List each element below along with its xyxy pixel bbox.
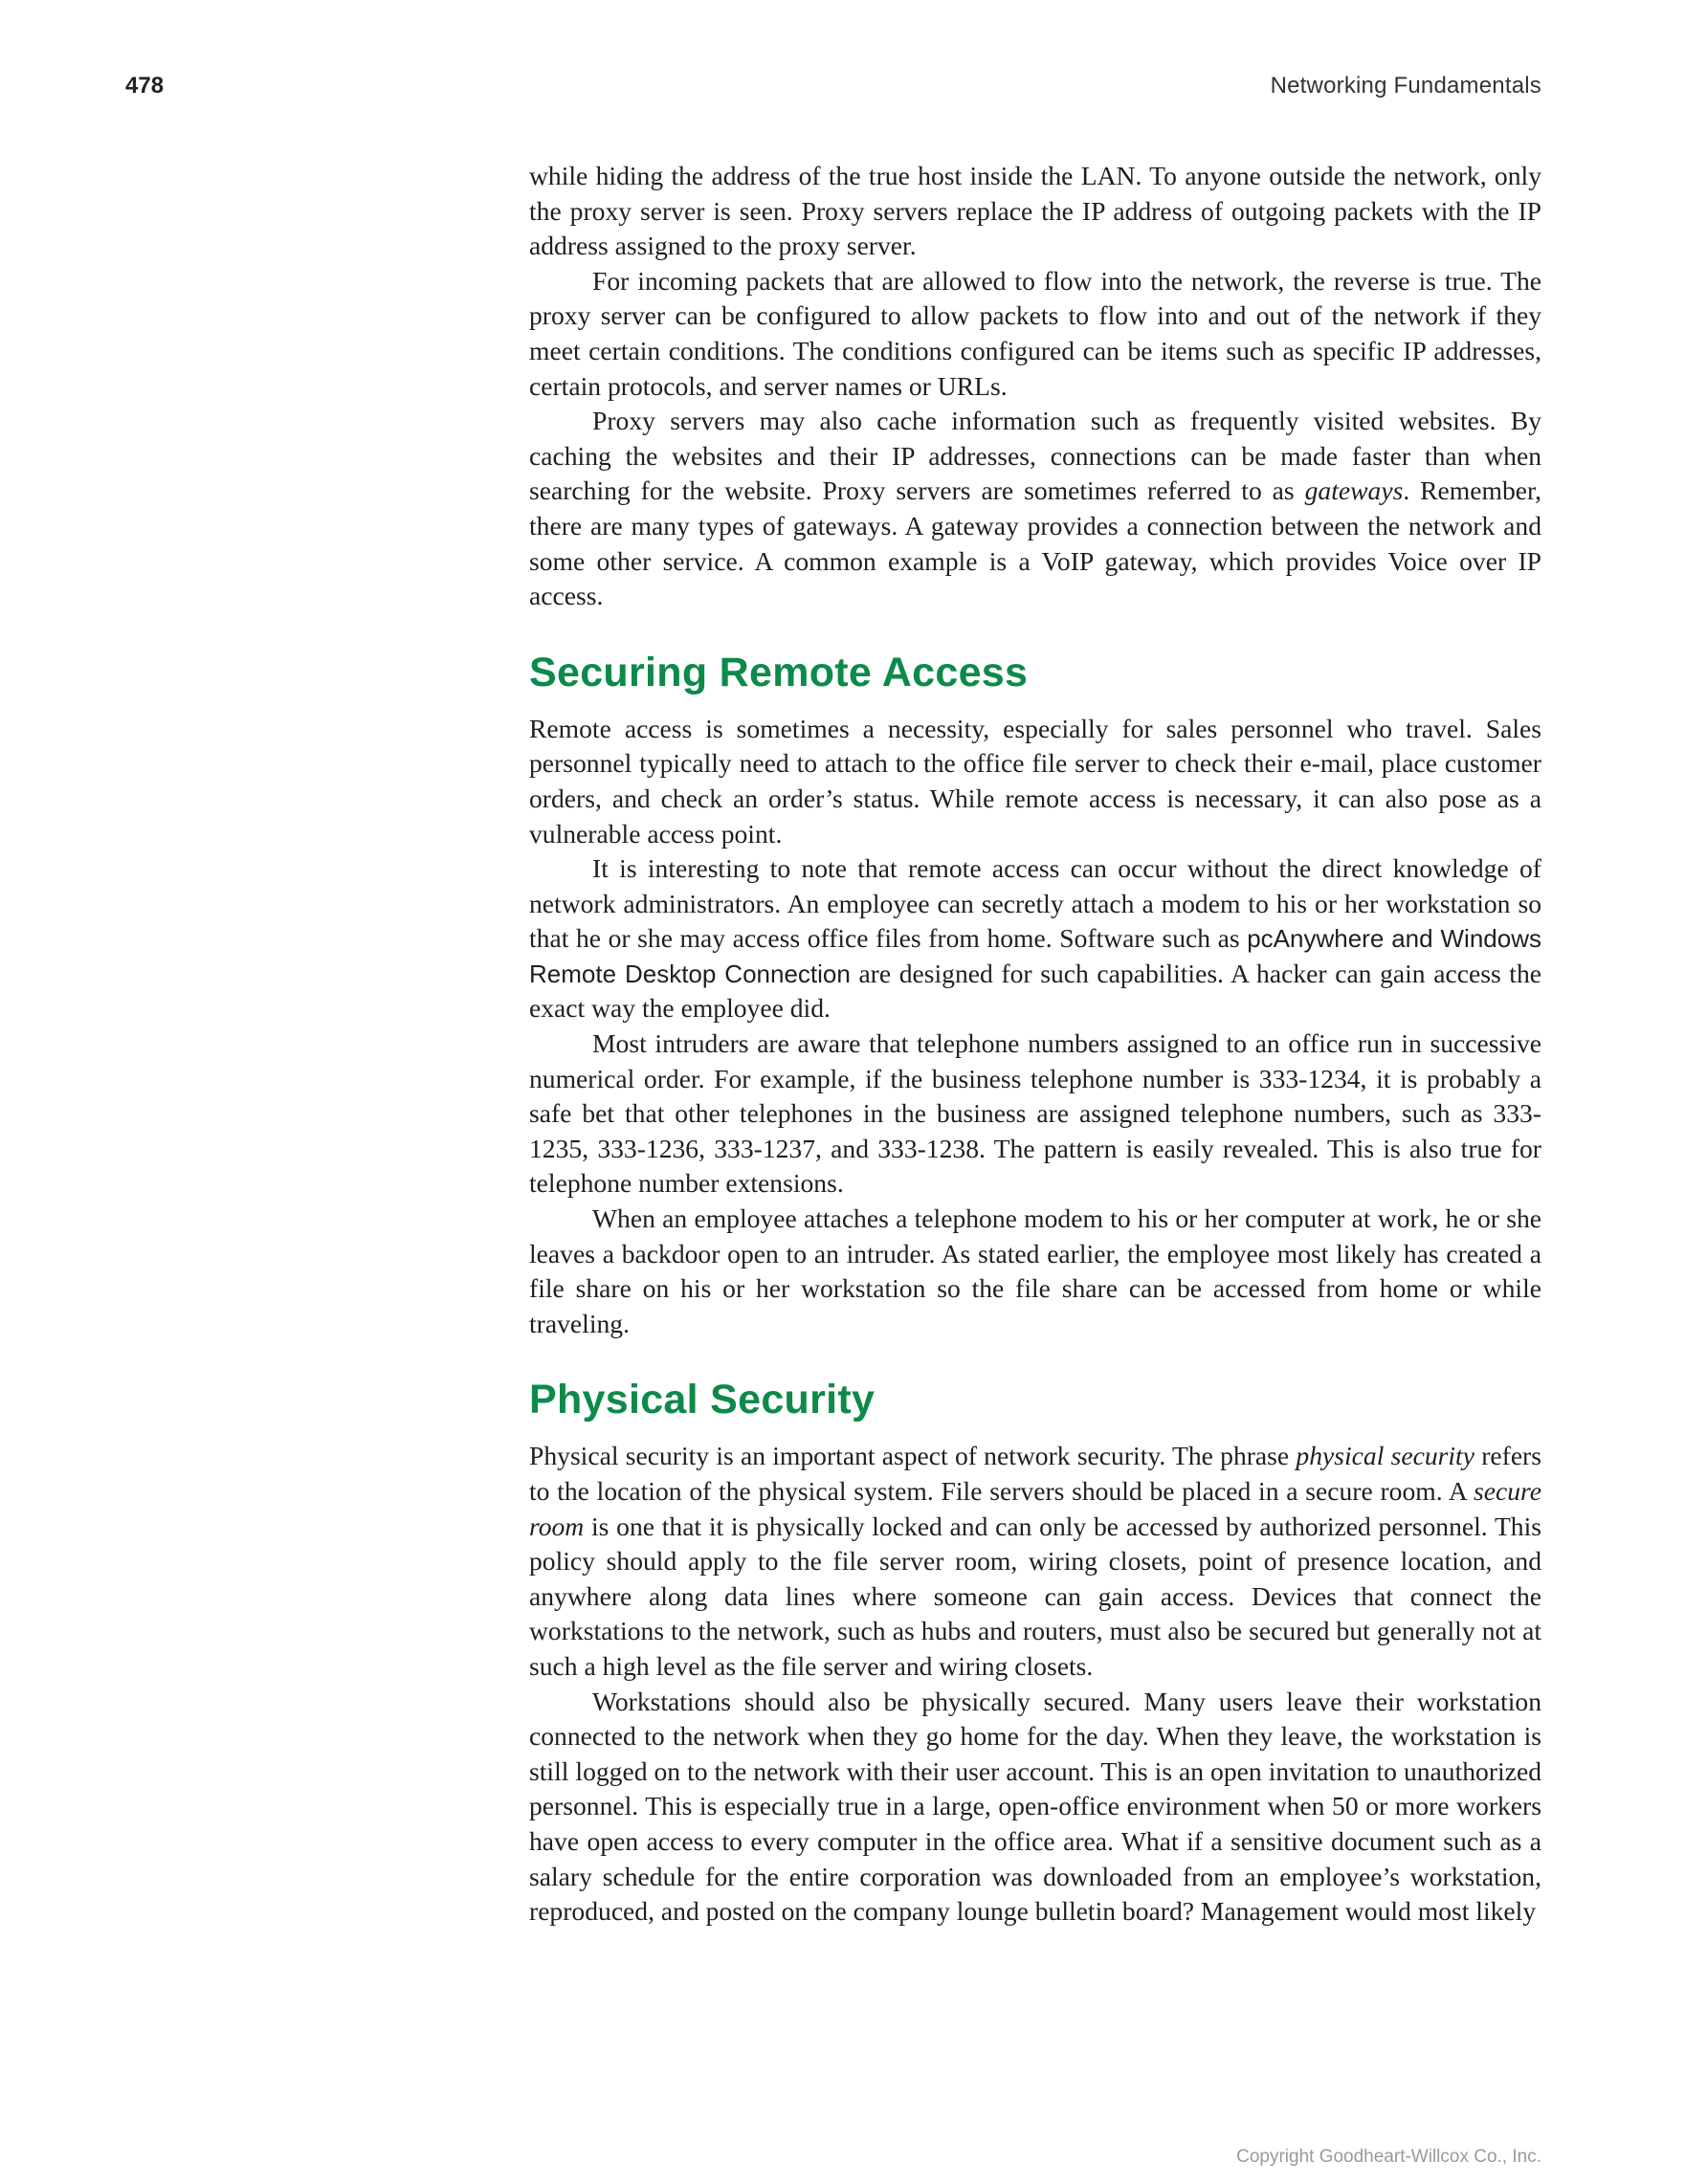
running-head bbox=[0, 73, 1707, 103]
term-physical-security: physical security bbox=[1296, 1441, 1474, 1471]
page-number: 478 bbox=[125, 73, 165, 99]
remote-access-paragraph-2 bbox=[529, 851, 1541, 1026]
body-column bbox=[529, 159, 1541, 1930]
intro-paragraph-3 bbox=[529, 404, 1541, 614]
software-names: pcAnywhere and Windows Remote Desktop Connection bbox=[529, 924, 1541, 988]
physical-security-paragraph-1-text-b: refers to the location of the physical system. File servers should be placed in a secure room. A bbox=[529, 1441, 1541, 1506]
remote-access-paragraph-3: Most intruders are aware that telephone numbers assigned to an office run in successive numerical order. For example, if the business telephone number is 333-1234, it is probably a safe bet that other telephones in the business are assigned telephone numbers, such as 333-1235, 333-1236, 333-1237, and 333-1238. The pattern is easily revealed. This is also true for telephone number extensions. bbox=[529, 1028, 1541, 1199]
term-secure-room: secure room bbox=[529, 1476, 1541, 1541]
remote-access-paragraph-2-text-b: are designed for such capabilities. A hacker can gain access the exact way the employee did. bbox=[529, 958, 1541, 1024]
physical-security-paragraph-1-text-a: Physical security is an important aspect of network security. The phrase bbox=[529, 1441, 1297, 1471]
physical-security-paragraph-1 bbox=[529, 1439, 1541, 1684]
intro-paragraph-3-text-b: . Remember, there are many types of gateways. A gateway provides a connection between the network and some other service. A common example is a VoIP gateway, which provides Voice over IP access. bbox=[529, 475, 1541, 611]
intro-paragraph-1: while hiding the address of the true host inside the LAN. To anyone outside the network, only the proxy server is seen. Proxy servers replace the IP address of outgoing packets with the IP address assigned to the proxy server. bbox=[529, 161, 1541, 261]
intro-paragraph-3-text-a: Proxy servers may also cache information such as frequently visited websites. By caching the websites and their IP addresses, connections can be made faster than when searching for the website. Proxy servers are sometimes referred to as bbox=[529, 406, 1541, 506]
copyright-notice: Copyright Goodheart-Willcox Co., Inc. bbox=[1236, 2147, 1541, 2167]
physical-security-paragraph-2: Workstations should also be physically secured. Many users leave their workstation connected to the network when they go home for the day. When they leave, the workstation is still logged on to the network with their user account. This is an open invitation to unauthorized personnel. This is especially true in a large, open-office environment when 50 or more workers have open access to every computer in the office area. What if a sensitive document such as a salary schedule for the entire corporation was downloaded from an employee’s workstation, reproduced, and posted on the company lounge bulletin board? Management would most likely bbox=[529, 1686, 1541, 1927]
term-gateways: gateways bbox=[1304, 475, 1404, 506]
remote-access-paragraph-2-text-a: It is interesting to note that remote access can occur without the direct knowledge of network administrators. An employee can secretly attach a modem to his or her workstation so that he or she may access office files from home. Software such as bbox=[529, 853, 1541, 954]
remote-access-paragraph-1: Remote access is sometimes a necessity, especially for sales personnel who travel. Sales personnel typically need to attach to the office file server to check their e-mail, place customer orders, and check an order’s status. While remote access is necessary, it can also pose as a vulnerable access point. bbox=[529, 713, 1541, 849]
physical-security-paragraph-1-text-c: is one that it is physically locked and can only be accessed by authorized personnel. This policy should apply to the file server room, wiring closets, point of presence location, and anywhere along data lines where someone can gain access. Devices that connect the workstations to the network, such as hubs and routers, must also be secured but generally not at such a high level as the file server and wiring closets. bbox=[529, 1511, 1541, 1681]
book-title: Networking Fundamentals bbox=[1270, 73, 1541, 99]
heading-securing-remote-access: Securing Remote Access bbox=[529, 649, 1029, 695]
intro-paragraph-2: For incoming packets that are allowed to flow into the network, the reverse is true. The proxy server can be configured to allow packets to flow into and out of the network if they meet certain conditions. The conditions configured can be items such as specific IP addresses, certain protocols, and server names or URLs. bbox=[529, 265, 1541, 401]
heading-physical-security: Physical Security bbox=[529, 1377, 876, 1423]
remote-access-paragraph-4: When an employee attaches a telephone modem to his or her computer at work, he or she leaves a backdoor open to an intruder. As stated earlier, the employee most likely has created a file share on his or her workstation so the file share can be accessed from home or while traveling. bbox=[529, 1203, 1541, 1338]
